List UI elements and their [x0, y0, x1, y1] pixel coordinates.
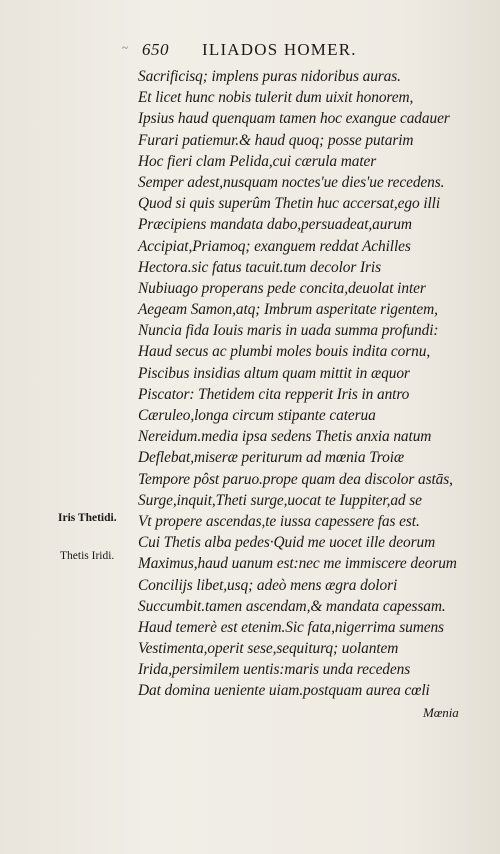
running-header	[118, 40, 418, 62]
verse-line: Maximus,haud uanum est:nec me immiscere deorum	[138, 555, 457, 573]
verse-line: Succumbit.tamen ascendam,& mandata capessam.	[138, 597, 446, 615]
verse-line: Dat domina ueniente uiam.postquam aurea cœli	[138, 682, 430, 700]
verse-line: Accipiat,Priamoq; exanguem reddat Achilles	[138, 237, 411, 255]
verse-line: Cæruleo,longa circum stipante caterua	[138, 407, 376, 424]
verse-line: Aegeam Samon,atq; Imbrum asperitate rigentem,	[138, 301, 438, 319]
ink-mark-icon: ~	[122, 42, 128, 54]
verse-line: Vt propere ascendas,te iussa capessere fas est.	[138, 512, 420, 530]
verse-line: Piscibus insidias altum quam mittit in æquor	[138, 364, 410, 382]
verse-line: Ipsius haud quenquam tamen hoc exangue cadauer	[138, 110, 450, 128]
verse-line: Nuncia fida Iouis maris in uada summa profundi:	[138, 322, 439, 340]
verse-line: Concilijs libet,usq; adeò mens ægra dolori	[138, 576, 398, 594]
verse-line: Haud temerè est etenim.Sic fata,nigerrima sumens	[138, 618, 444, 636]
verse-line: Præcipiens mandata dabo,persuadeat,aurum	[138, 216, 412, 234]
verse-line: Nereidum.media ipsa sedens Thetis anxia natum	[138, 428, 432, 446]
verse-line: Sacrificisq; implens puras nidoribus auras.	[138, 68, 401, 85]
verse-line: Hoc fieri clam Pelida,cui cærula mater	[138, 152, 377, 170]
verse-line: Cui Thetis alba pedes·Quid me uocet ille deorum	[138, 534, 436, 552]
verse-line: Vestimenta,operit sese,sequiturq; uolantem	[138, 640, 399, 658]
verse-line: Deflebat,miseræ periturum ad mœnia Troiæ	[138, 449, 405, 467]
verse-line: Haud secus ac plumbi moles bouis indita cornu,	[138, 343, 431, 361]
catchword: Mœnia	[423, 704, 459, 720]
running-title: ILIADOS HOMER.	[202, 40, 357, 59]
verse-line: Quod si quis superûm Thetin huc accersat,ego illi	[138, 195, 441, 213]
verse-line: Tempore pôst paruo.prope quam dea discolor astās,	[138, 470, 453, 488]
verse-line: Irida,persimilem uentis:maris unda recedens	[138, 661, 411, 679]
verse-line: Semper adest,nusquam noctes'ue dies'ue recedens.	[138, 173, 445, 191]
side-note-thetis: Thetis Iridi.	[60, 550, 115, 562]
verse-line: Furari patiemur.& haud quoq; posse putarim	[138, 131, 414, 149]
verse-line: Surge,inquit,Theti surge,uocat te Iuppiter,ad se	[138, 491, 422, 509]
side-note-iris: Iris Thetidi.	[58, 512, 117, 524]
page-number: 650	[142, 40, 169, 59]
verse-line: Nubiuago properans pede concita,deuolat inter	[138, 279, 426, 297]
verse-block	[138, 66, 478, 723]
verse-line: Piscator: Thetidem cita repperit Iris in antro	[138, 385, 410, 403]
verse-line: Hectora.sic fatus tacuit.tum decolor Iris	[138, 258, 381, 276]
verse-line: Et licet hunc nobis tulerit dum uixit honorem,	[138, 89, 414, 107]
